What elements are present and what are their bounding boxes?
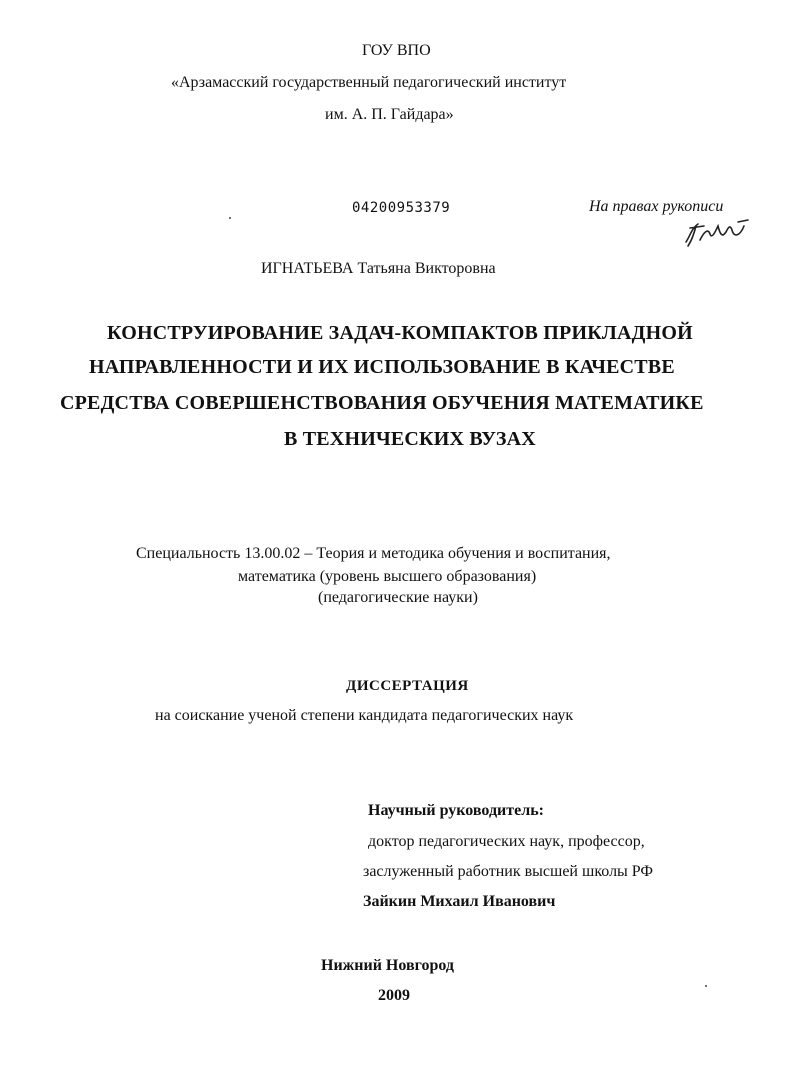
title-line-4: В ТЕХНИЧЕСКИХ ВУЗАХ bbox=[284, 428, 536, 450]
supervisor-title-2: заслуженный работник высшей школы РФ bbox=[363, 863, 654, 880]
specialty-line-3: (педагогические науки) bbox=[318, 589, 478, 606]
registration-number: 04200953379 bbox=[352, 200, 451, 216]
institution-namesake: им. А. П. Гайдара» bbox=[325, 106, 454, 123]
publication-year: 2009 bbox=[378, 987, 410, 1004]
title-line-3: СРЕДСТВА СОВЕРШЕНСТВОВАНИЯ ОБУЧЕНИЯ МАТЕМАТИКЕ bbox=[60, 392, 704, 414]
manuscript-rights: На правах рукописи bbox=[589, 198, 724, 215]
document-type-heading: ДИССЕРТАЦИЯ bbox=[346, 678, 469, 694]
handwritten-signature-icon bbox=[682, 216, 754, 250]
publication-city: Нижний Новгород bbox=[321, 957, 455, 974]
supervisor-heading: Научный руководитель: bbox=[368, 802, 544, 819]
title-line-2: НАПРАВЛЕННОСТИ И ИХ ИСПОЛЬЗОВАНИЕ В КАЧЕСТВЕ bbox=[89, 356, 675, 378]
supervisor-name: Зайкин Михаил Иванович bbox=[363, 893, 556, 910]
specialty-line-1: Специальность 13.00.02 – Теория и методика обучения и воспитания, bbox=[136, 545, 611, 562]
degree-statement: на соискание ученой степени кандидата педагогических наук bbox=[155, 707, 574, 724]
title-line-1: КОНСТРУИРОВАНИЕ ЗАДАЧ-КОМПАКТОВ ПРИКЛАДНОЙ bbox=[107, 322, 693, 344]
scan-speck bbox=[705, 985, 707, 987]
supervisor-title-1: доктор педагогических наук, профессор, bbox=[368, 833, 645, 850]
institution-name: «Арзамасский государственный педагогический институт bbox=[171, 74, 567, 91]
specialty-line-2: математика (уровень высшего образования) bbox=[238, 568, 537, 585]
institution-type: ГОУ ВПО bbox=[362, 42, 431, 59]
author-name: ИГНАТЬЕВА Татьяна Викторовна bbox=[261, 260, 496, 277]
scan-speck bbox=[229, 217, 231, 219]
